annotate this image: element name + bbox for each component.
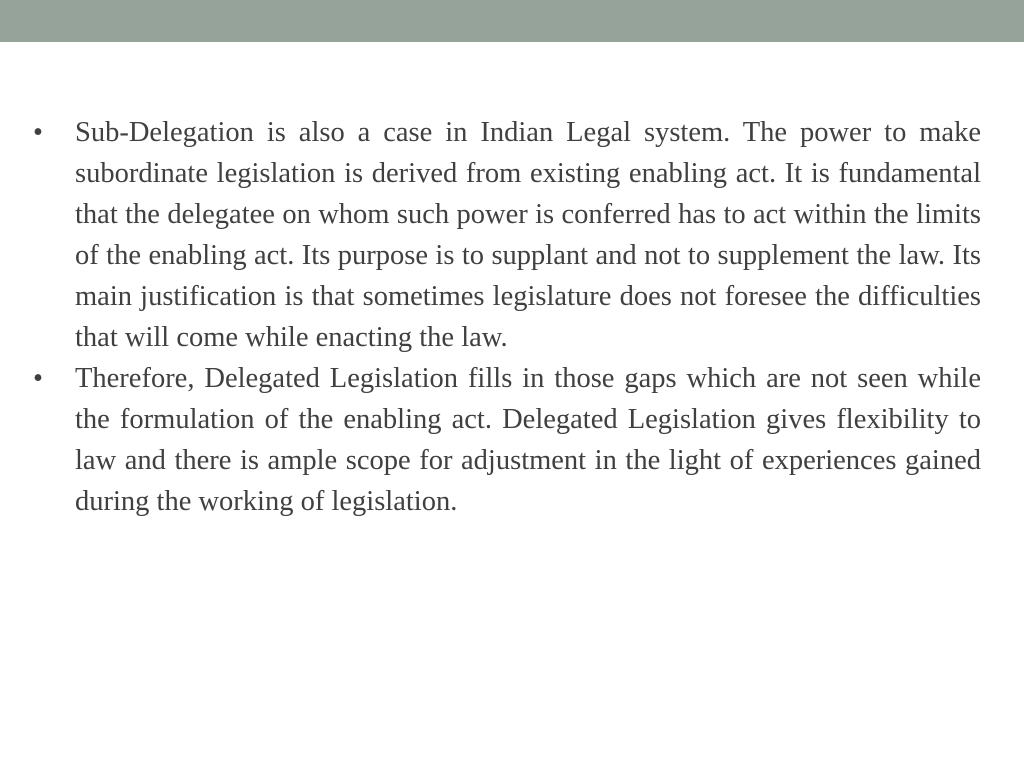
slide-content [33, 112, 981, 522]
bullet-icon: • [33, 117, 43, 148]
bullet-item-sub-delegation [33, 112, 981, 358]
bullet-text: Sub-Delegation is also a case in Indian Legal system. The power to make subordinate legislation is derived from existing enabling act. It is fundamental that the delegatee on whom such power is conferred has to act within the limits of the enabling act. Its purpose is to supplant and not to supplement the law. Its main justification is that sometimes legislature does not foresee the difficulties that will come while enacting the law. [75, 117, 981, 353]
bullet-icon: • [33, 363, 43, 394]
bullet-list [33, 112, 981, 522]
header-band [0, 0, 1024, 42]
bullet-item-delegated-legislation [33, 358, 981, 522]
bullet-text: Therefore, Delegated Legislation fills in those gaps which are not seen while the formulation of the enabling act. Delegated Legislation gives flexibility to law and there is ample scope for adjustment in the light of experiences gained during the working of legislation. [75, 363, 981, 517]
